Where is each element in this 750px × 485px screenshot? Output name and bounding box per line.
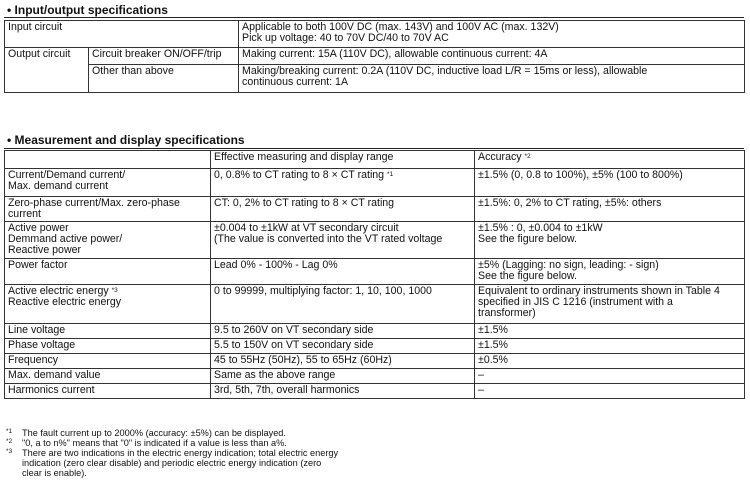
row-accuracy-cell: ±1.5% (0, 0.8 to 100%), ±5% (100 to 800%) [475, 169, 745, 197]
md-title-rule [4, 148, 744, 149]
row-accuracy-cell: ±0.5% [475, 354, 745, 369]
row-range-cell: 9.5 to 260V on VT secondary side [211, 324, 475, 339]
footnote: $^{*1}$ The fault current up to 2000% (accuracy: ±5%) can be displayed. [6, 428, 286, 438]
row-item-cell: Current/Demand current/ Max. demand current [5, 169, 211, 197]
row-range-cell: 0, 0.8% to CT rating to 8 × CT rating $^{*1}$ [211, 169, 475, 197]
table-row [5, 197, 745, 222]
row-accuracy-cell: Equivalent to ordinary instruments shown in Table 4 specified in JIS C 1216 (instrument with a transformer) [475, 285, 745, 324]
io-section-title: • Input/output specifications [7, 3, 168, 17]
row-item-cell: Active power Demmand active power/ Reactive power [5, 222, 211, 259]
circuit-breaker-label: Circuit breaker ON/OFF/trip [89, 48, 239, 65]
row-item-cell: Frequency [5, 354, 211, 369]
io-spec-table [4, 20, 745, 93]
row-accuracy-cell: ±1.5%: 0, 2% to CT rating, ±5%: others [475, 197, 745, 222]
row-accuracy-cell: – [475, 384, 745, 399]
row-range-cell: 3rd, 5th, 7th, overall harmonics [211, 384, 475, 399]
table-row [5, 324, 745, 339]
row-item-cell: Line voltage [5, 324, 211, 339]
table-row [5, 369, 745, 384]
row-item-cell: Active electric energy $^{*3}$ Reactive electric energy [5, 285, 211, 324]
table-row [5, 285, 745, 324]
row-item-cell: Harmonics current [5, 384, 211, 399]
output-circuit-label: Output circuit [5, 48, 89, 93]
row-item-cell: Phase voltage [5, 339, 211, 354]
table-row [5, 222, 745, 259]
table-row [5, 169, 745, 197]
input-circuit-value: Applicable to both 100V DC (max. 143V) and 100V AC (max. 132V) Pick up voltage: 40 to 70V DC/40 to 70V AC [239, 21, 745, 48]
row-range-cell: 45 to 55Hz (50Hz), 55 to 65Hz (60Hz) [211, 354, 475, 369]
row-range-cell: 5.5 to 150V on VT secondary side [211, 339, 475, 354]
table-row [5, 384, 745, 399]
table-row [5, 339, 745, 354]
row-range-cell: CT: 0, 2% to CT rating to 8 × CT rating [211, 197, 475, 222]
table-row [5, 259, 745, 285]
header-item [5, 151, 211, 169]
footnote: $^{*3}$ There are two indications in the electric energy indication; total electric energy indication (zero clear disable) and periodic electric energy indication (zero clear is enable). [6, 448, 339, 478]
row-accuracy-cell: ±1.5% [475, 324, 745, 339]
row-accuracy-cell: ±1.5% : 0, ±0.004 to ±1kW See the figure below. [475, 222, 745, 259]
io-title-rule [4, 17, 744, 18]
table-row [5, 354, 745, 369]
row-item-cell: Max. demand value [5, 369, 211, 384]
circuit-breaker-value: Making current: 15A (110V DC), allowable continuous current: 4A [239, 48, 745, 65]
row-accuracy-cell: ±5% (Lagging: no sign, leading: - sign) See the figure below. [475, 259, 745, 285]
input-circuit-label: Input circuit [5, 21, 239, 48]
row-range-cell: Same as the above range [211, 369, 475, 384]
row-range-cell: ±0.004 to ±1kW at VT secondary circuit (The value is converted into the VT rated voltage [211, 222, 475, 259]
row-accuracy-cell: ±1.5% [475, 339, 745, 354]
footnote: $^{*2}$ "0, a to n%" means that "0" is indicated if a value is less than a%. [6, 438, 287, 448]
md-section-title: • Measurement and display specifications [7, 133, 245, 147]
header-accuracy: Accuracy $^{*2}$ [475, 151, 745, 169]
row-item-cell: Zero-phase current/Max. zero-phase current [5, 197, 211, 222]
row-range-cell: 0 to 99999, multiplying factor: 1, 10, 100, 1000 [211, 285, 475, 324]
row-range-cell: Lead 0% - 100% - Lag 0% [211, 259, 475, 285]
other-than-above-value: Making/breaking current: 0.2A (110V DC, inductive load L/R = 15ms or less), allowable continuous current: 1A [239, 65, 745, 93]
footnotes [6, 428, 338, 478]
measurement-spec-table [4, 150, 745, 399]
other-than-above-label: Other than above [89, 65, 239, 93]
header-range: Effective measuring and display range [211, 151, 475, 169]
row-item-cell: Power factor [5, 259, 211, 285]
row-accuracy-cell: – [475, 369, 745, 384]
